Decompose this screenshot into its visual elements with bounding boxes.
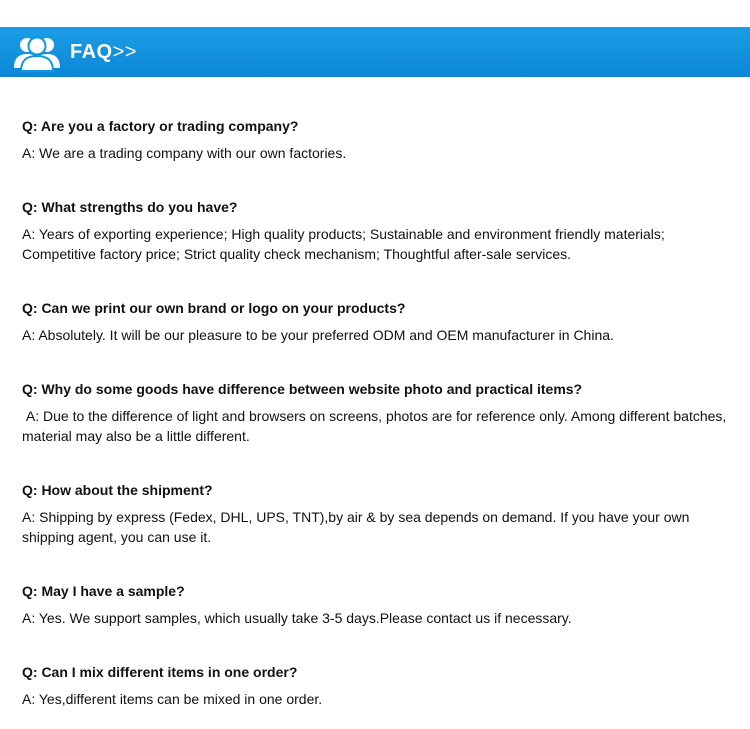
users-icon: [12, 32, 62, 72]
faq-question: Q: May I have a sample?: [22, 583, 185, 599]
faq-header-banner: [0, 27, 750, 77]
faq-answer: A: Yes,different items can be mixed in one order.: [22, 691, 323, 707]
faq-item: [22, 379, 738, 446]
faq-item: [22, 298, 738, 345]
faq-item: [22, 581, 738, 628]
faq-title: FAQ>>: [70, 41, 137, 63]
faq-answer: A: Absolutely. It will be our pleasure to be your preferred ODM and OEM manufacturer in China.: [22, 327, 614, 343]
faq-answer: A: Due to the difference of light and browsers on screens, photos are for reference only. Among different batches, material may also be a little different.: [22, 408, 731, 444]
faq-item: [22, 480, 738, 547]
faq-item: [22, 116, 738, 163]
faq-answer: A: Shipping by express (Fedex, DHL, UPS, TNT),by air & by sea depends on demand. If you have your own shipping agent, you can use it.: [22, 509, 690, 545]
faq-answer: A: We are a trading company with our own factories.: [22, 145, 347, 161]
faq-item: [22, 662, 738, 709]
faq-question: Q: Can I mix different items in one order?: [22, 664, 298, 680]
faq-question: Q: How about the shipment?: [22, 482, 213, 498]
faq-item: [22, 197, 738, 264]
faq-question: Q: Are you a factory or trading company?: [22, 118, 299, 134]
faq-question: Q: What strengths do you have?: [22, 199, 238, 215]
faq-answer: A: Years of exporting experience; High quality products; Sustainable and environment friendly materials; Competitive factory price; Strict quality check mechanism; Thoughtful after-sale services.: [22, 226, 665, 262]
faq-question: Q: Why do some goods have difference between website photo and practical items?: [22, 381, 583, 397]
faq-question: Q: Can we print our own brand or logo on your products?: [22, 300, 406, 316]
faq-answer: A: Yes. We support samples, which usually take 3-5 days.Please contact us if necessary.: [22, 610, 572, 626]
